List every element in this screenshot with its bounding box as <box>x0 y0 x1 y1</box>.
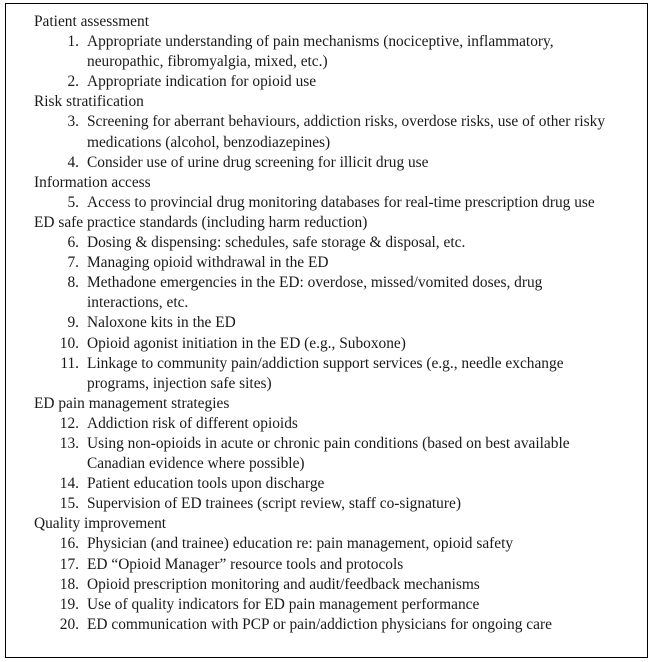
item-number: 3. <box>67 113 79 131</box>
item-number: 5. <box>67 193 79 211</box>
list-item <box>34 354 619 394</box>
item-number: 13. <box>59 434 79 452</box>
section-title: Quality improvement <box>34 515 167 533</box>
item-text: Supervision of ED trainees (script review, staff co-signature) <box>87 495 461 513</box>
list-item <box>34 595 619 615</box>
item-text: Naloxone kits in the ED <box>87 314 236 332</box>
item-text: Consider use of urine drug screening for illicit drug use <box>87 153 429 171</box>
list-item <box>34 153 619 173</box>
item-number: 6. <box>67 234 79 252</box>
item-number: 20. <box>59 615 79 633</box>
item-number: 17. <box>59 555 79 573</box>
item-text: Dosing & dispensing: schedules, safe storage & disposal, etc. <box>87 234 466 252</box>
section-title: Patient assessment <box>34 13 149 30</box>
list-item <box>34 32 619 72</box>
item-text: Addiction risk of different opioids <box>87 414 298 432</box>
item-text: Screening for aberrant behaviours, addiction risks, overdose risks, use of other risky medications (alcohol, benzodiazepines) <box>87 113 606 151</box>
item-text: ED communication with PCP or pain/addiction physicians for ongoing care <box>87 615 552 633</box>
list-item <box>34 72 619 92</box>
list-item <box>34 414 619 434</box>
section-title: Information access <box>34 173 151 191</box>
table-frame <box>5 3 648 658</box>
section-title: ED pain management strategies <box>34 394 230 412</box>
list-item <box>34 494 619 514</box>
item-text: Linkage to community pain/addiction support services (e.g., needle exchange programs, injection safe sites) <box>87 354 564 392</box>
list-item <box>34 112 619 152</box>
list-item <box>34 575 619 595</box>
item-number: 8. <box>67 274 79 292</box>
item-text: Using non-opioids in acute or chronic pain conditions (based on best available Canadian evidence where possible) <box>87 434 570 473</box>
list-item <box>34 334 619 354</box>
item-text: Use of quality indicators for ED pain management performance <box>87 595 480 613</box>
item-number: 11. <box>60 354 79 372</box>
item-number: 4. <box>67 153 79 171</box>
item-number: 18. <box>59 575 79 593</box>
section-title: ED safe practice standards (including harm reduction) <box>34 213 368 231</box>
list-item <box>34 434 619 474</box>
item-number: 1. <box>67 33 79 51</box>
item-number: 16. <box>59 535 79 553</box>
item-number: 7. <box>67 254 79 272</box>
item-text: Managing opioid withdrawal in the ED <box>87 254 329 272</box>
item-number: 10. <box>59 334 79 352</box>
item-number: 14. <box>59 475 79 493</box>
list-item <box>34 474 619 494</box>
list-item <box>34 313 619 333</box>
item-number: 19. <box>59 595 79 613</box>
list-item <box>34 193 619 213</box>
list-item <box>34 555 619 575</box>
item-number: 12. <box>59 414 79 432</box>
list-item <box>34 615 619 635</box>
item-text: ED “Opioid Manager” resource tools and protocols <box>87 555 404 573</box>
item-number: 9. <box>67 314 79 332</box>
item-text: Opioid agonist initiation in the ED (e.g., Suboxone) <box>87 334 406 352</box>
list-item <box>34 253 619 273</box>
list-item <box>34 273 619 313</box>
list-item <box>34 534 619 554</box>
list-item <box>34 233 619 253</box>
item-text: Physician (and trainee) education re: pain management, opioid safety <box>87 535 514 553</box>
item-text: Opioid prescription monitoring and audit/feedback mechanisms <box>87 575 480 593</box>
item-number: 15. <box>59 495 79 513</box>
item-text: Appropriate understanding of pain mechanisms (nociceptive, inflammatory, neuropathic, fibromyalgia, mixed, etc.) <box>87 33 554 71</box>
section-title: Risk stratification <box>34 93 144 111</box>
item-text: Methadone emergencies in the ED: overdose, missed/vomited doses, drug interactions, etc. <box>87 274 543 312</box>
checklist-content <box>34 12 634 635</box>
item-text: Access to provincial drug monitoring databases for real-time prescription drug use <box>87 193 595 211</box>
item-text: Appropriate indication for opioid use <box>87 73 317 91</box>
item-number: 2. <box>67 73 79 91</box>
item-text: Patient education tools upon discharge <box>87 475 325 493</box>
